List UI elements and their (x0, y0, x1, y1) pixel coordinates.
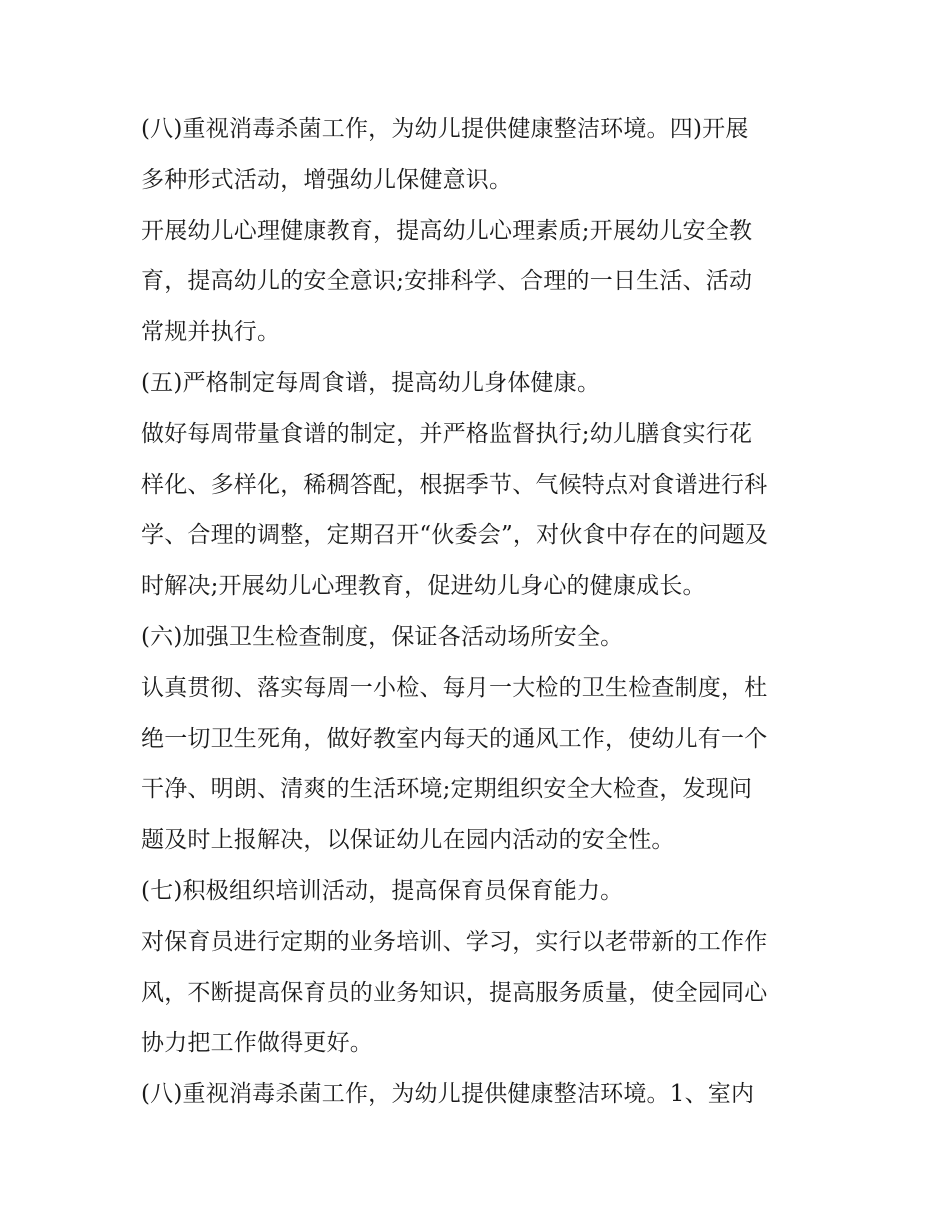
text-line-18: 风，不断提高保育员的业务知识，提高服务质量，使全园同心 (141, 979, 768, 1006)
text-line-5: 常规并执行。 (141, 319, 281, 346)
text-line-12: 认真贯彻、落实每周一小检、每月一大检的卫生检查制度，杜 (141, 674, 768, 701)
text-line-10: 时解决;开展幼儿心理教育，促进幼儿身心的健康成长。 (141, 573, 706, 600)
text-line-15: 题及时上报解决，以保证幼儿在园内活动的安全性。 (141, 827, 675, 854)
document-body (141, 104, 813, 1120)
text-line-4: 育，提高幼儿的安全意识;安排科学、合理的一日生活、活动 (141, 268, 753, 295)
text-line-2: 多种形式活动，增强幼儿保健意识。 (141, 166, 513, 193)
text-line-11: (六)加强卫生检查制度，保证各活动场所安全。 (141, 623, 624, 650)
text-line-13: 绝一切卫生死角，做好教室内每天的通风工作，使幼儿有一个 (141, 725, 768, 752)
text-line-3: 开展幼儿心理健康教育，提高幼儿心理素质;开展幼儿安全教 (141, 217, 753, 244)
text-line-17: 对保育员进行定期的业务培训、学习，实行以老带新的工作作 (141, 928, 768, 955)
text-line-14: 干净、明朗、清爽的生活环境;定期组织安全大检查，发现问 (141, 776, 753, 803)
text-line-9: 学、合理的调整，定期召开“伙委会”，对伙食中存在的问题及 (141, 522, 769, 549)
text-line-6: (五)严格制定每周食谱，提高幼儿身体健康。 (141, 369, 601, 396)
text-line-7: 做好每周带量食谱的制定，并严格监督执行;幼儿膳食实行花 (141, 420, 753, 447)
text-line-8: 样化、多样化，稀稠答配，根据季节、气候特点对食谱进行科 (141, 471, 768, 498)
text-line-20: (八)重视消毒杀菌工作，为幼儿提供健康整洁环境。1、室内 (141, 1081, 755, 1108)
text-line-1: (八)重视消毒杀菌工作，为幼儿提供健康整洁环境。四)开展 (141, 116, 749, 142)
text-line-16: (七)积极组织培训活动，提高保育员保育能力。 (141, 877, 624, 904)
text-line-19: 协力把工作做得更好。 (141, 1030, 373, 1057)
